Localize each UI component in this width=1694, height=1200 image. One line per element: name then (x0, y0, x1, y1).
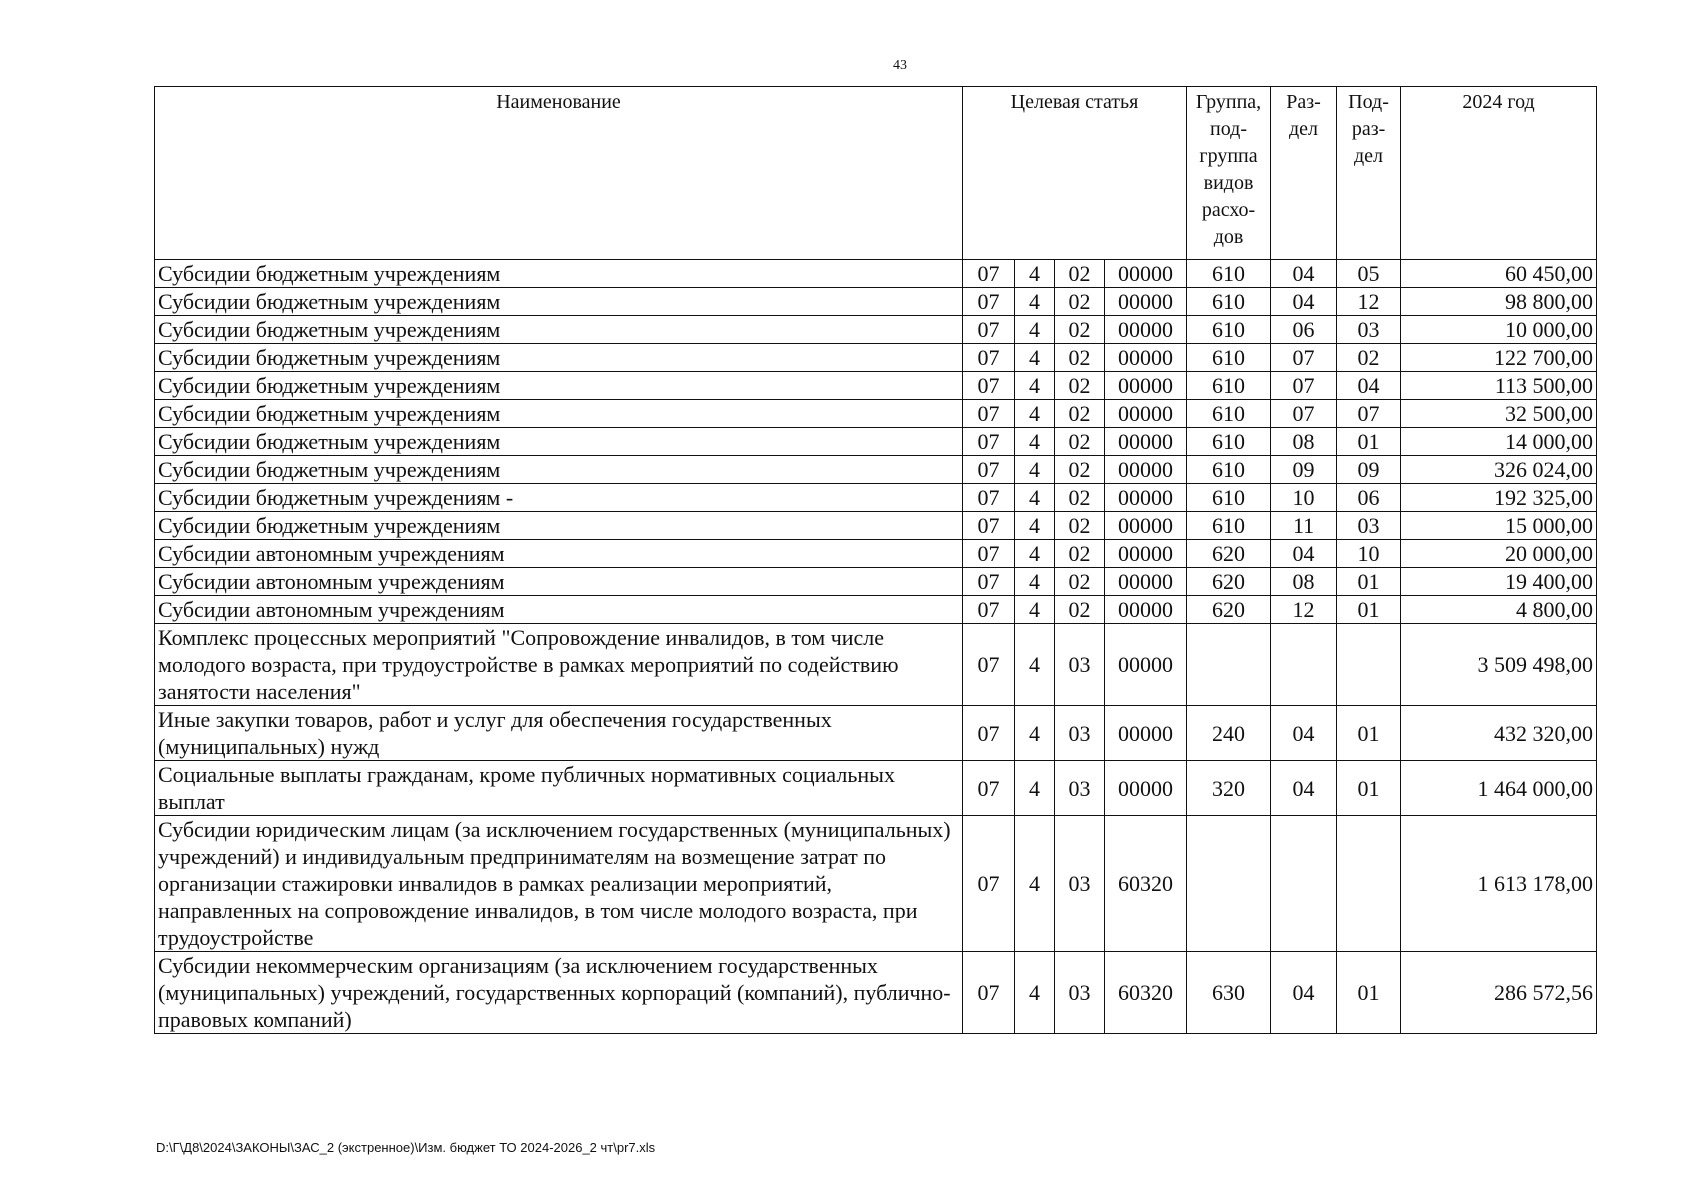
cell-target-program: 07 (963, 428, 1015, 456)
cell-subsection: 06 (1337, 484, 1401, 512)
cell-target-direction: 00000 (1105, 316, 1187, 344)
cell-target-program: 07 (963, 624, 1015, 706)
cell-target-program: 07 (963, 316, 1015, 344)
cell-subsection: 07 (1337, 400, 1401, 428)
table-row (155, 316, 1597, 344)
cell-amount: 1 613 178,00 (1401, 816, 1597, 952)
cell-target-direction: 00000 (1105, 456, 1187, 484)
cell-target-complex: 02 (1055, 316, 1105, 344)
cell-target-subprogram: 4 (1015, 344, 1055, 372)
cell-amount: 14 000,00 (1401, 428, 1597, 456)
cell-section: 08 (1271, 568, 1337, 596)
table-row (155, 952, 1597, 1034)
cell-amount: 4 800,00 (1401, 596, 1597, 624)
cell-target-complex: 02 (1055, 288, 1105, 316)
cell-target-direction: 00000 (1105, 624, 1187, 706)
cell-amount: 192 325,00 (1401, 484, 1597, 512)
cell-section (1271, 816, 1337, 952)
cell-target-subprogram: 4 (1015, 540, 1055, 568)
cell-target-complex: 02 (1055, 484, 1105, 512)
cell-section: 08 (1271, 428, 1337, 456)
cell-amount: 3 509 498,00 (1401, 624, 1597, 706)
cell-amount: 326 024,00 (1401, 456, 1597, 484)
cell-target-subprogram: 4 (1015, 456, 1055, 484)
cell-expense-group: 610 (1187, 288, 1271, 316)
cell-section: 07 (1271, 344, 1337, 372)
cell-subsection: 01 (1337, 428, 1401, 456)
table-row (155, 596, 1597, 624)
table-row (155, 761, 1597, 816)
cell-section: 06 (1271, 316, 1337, 344)
cell-section: 10 (1271, 484, 1337, 512)
table-row (155, 400, 1597, 428)
cell-expense-group: 240 (1187, 706, 1271, 761)
cell-name: Субсидии юридическим лицам (за исключением государственных (муниципальных) учреждений) и индивидуальным предпринимателям на возмещение затрат по организации стажировки инвалидов в рамках реализации мероприятий, направленных на сопровождение инвалидов, в том числе молодого возраста, при трудоустройстве (155, 816, 963, 952)
cell-target-complex: 02 (1055, 400, 1105, 428)
cell-target-direction: 00000 (1105, 568, 1187, 596)
cell-target-complex: 03 (1055, 952, 1105, 1034)
cell-target-complex: 02 (1055, 344, 1105, 372)
cell-name: Иные закупки товаров, работ и услуг для обеспечения государственных (муниципальных) нужд (155, 706, 963, 761)
cell-section: 04 (1271, 288, 1337, 316)
table-row (155, 540, 1597, 568)
table-row (155, 512, 1597, 540)
cell-amount: 10 000,00 (1401, 316, 1597, 344)
cell-name: Субсидии автономным учреждениям (155, 540, 963, 568)
cell-subsection: 05 (1337, 260, 1401, 288)
cell-target-program: 07 (963, 568, 1015, 596)
cell-name: Субсидии бюджетным учреждениям (155, 428, 963, 456)
cell-target-direction: 00000 (1105, 344, 1187, 372)
cell-target-direction: 00000 (1105, 706, 1187, 761)
cell-target-program: 07 (963, 260, 1015, 288)
table-row (155, 288, 1597, 316)
cell-target-program: 07 (963, 706, 1015, 761)
cell-subsection: 01 (1337, 761, 1401, 816)
cell-expense-group: 320 (1187, 761, 1271, 816)
cell-target-subprogram: 4 (1015, 260, 1055, 288)
cell-amount: 286 572,56 (1401, 952, 1597, 1034)
cell-target-direction: 00000 (1105, 372, 1187, 400)
cell-name: Субсидии бюджетным учреждениям - (155, 484, 963, 512)
cell-section: 07 (1271, 372, 1337, 400)
cell-target-program: 07 (963, 344, 1015, 372)
cell-target-program: 07 (963, 512, 1015, 540)
cell-target-direction: 00000 (1105, 761, 1187, 816)
cell-name: Субсидии бюджетным учреждениям (155, 288, 963, 316)
cell-expense-group: 620 (1187, 540, 1271, 568)
cell-target-subprogram: 4 (1015, 596, 1055, 624)
cell-name: Субсидии бюджетным учреждениям (155, 512, 963, 540)
cell-amount: 60 450,00 (1401, 260, 1597, 288)
table-body (155, 260, 1597, 1034)
cell-target-subprogram: 4 (1015, 484, 1055, 512)
cell-name: Субсидии бюджетным учреждениям (155, 372, 963, 400)
cell-target-subprogram: 4 (1015, 428, 1055, 456)
cell-subsection: 09 (1337, 456, 1401, 484)
cell-expense-group: 620 (1187, 596, 1271, 624)
cell-target-program: 07 (963, 372, 1015, 400)
cell-subsection: 12 (1337, 288, 1401, 316)
cell-amount: 15 000,00 (1401, 512, 1597, 540)
table-row (155, 816, 1597, 952)
cell-target-direction: 00000 (1105, 596, 1187, 624)
page-number: 43 (893, 58, 907, 73)
cell-section: 04 (1271, 952, 1337, 1034)
cell-amount: 1 464 000,00 (1401, 761, 1597, 816)
header-name: Наименование (155, 87, 963, 260)
cell-amount: 113 500,00 (1401, 372, 1597, 400)
cell-subsection: 03 (1337, 512, 1401, 540)
cell-target-complex: 03 (1055, 816, 1105, 952)
cell-target-complex: 02 (1055, 512, 1105, 540)
cell-expense-group: 610 (1187, 260, 1271, 288)
cell-target-direction: 00000 (1105, 540, 1187, 568)
cell-section (1271, 624, 1337, 706)
cell-amount: 98 800,00 (1401, 288, 1597, 316)
cell-subsection: 03 (1337, 316, 1401, 344)
cell-subsection: 01 (1337, 596, 1401, 624)
cell-section: 04 (1271, 706, 1337, 761)
cell-name: Субсидии автономным учреждениям (155, 568, 963, 596)
cell-amount: 122 700,00 (1401, 344, 1597, 372)
cell-name: Субсидии бюджетным учреждениям (155, 260, 963, 288)
cell-target-subprogram: 4 (1015, 568, 1055, 596)
cell-target-complex: 02 (1055, 540, 1105, 568)
cell-target-direction: 00000 (1105, 400, 1187, 428)
table-row (155, 624, 1597, 706)
cell-target-subprogram: 4 (1015, 624, 1055, 706)
cell-subsection: 01 (1337, 952, 1401, 1034)
cell-expense-group: 610 (1187, 400, 1271, 428)
file-path-footer: D:\Г\Д8\2024\ЗАКОНЫ\ЗАС_2 (экстренное)\Изм. бюджет ТО 2024-2026_2 чт\pr7.xls (156, 1140, 656, 1155)
cell-target-direction: 60320 (1105, 952, 1187, 1034)
cell-name: Комплекс процессных мероприятий "Сопровождение инвалидов, в том числе молодого возраста, при трудоустройстве в рамках мероприятий по содействию занятости населения" (155, 624, 963, 706)
table-row (155, 484, 1597, 512)
header-target-article: Целевая статья (963, 87, 1187, 260)
cell-section: 04 (1271, 540, 1337, 568)
table-row (155, 428, 1597, 456)
cell-expense-group: 610 (1187, 344, 1271, 372)
cell-expense-group: 610 (1187, 372, 1271, 400)
cell-subsection: 10 (1337, 540, 1401, 568)
cell-target-subprogram: 4 (1015, 816, 1055, 952)
cell-target-complex: 02 (1055, 456, 1105, 484)
header-section: Раз-дел (1271, 87, 1337, 260)
cell-section: 04 (1271, 260, 1337, 288)
cell-section: 11 (1271, 512, 1337, 540)
cell-target-direction: 00000 (1105, 428, 1187, 456)
cell-target-subprogram: 4 (1015, 288, 1055, 316)
cell-expense-group: 610 (1187, 484, 1271, 512)
cell-amount: 20 000,00 (1401, 540, 1597, 568)
cell-target-complex: 02 (1055, 372, 1105, 400)
cell-target-direction: 00000 (1105, 512, 1187, 540)
cell-target-complex: 03 (1055, 624, 1105, 706)
cell-target-subprogram: 4 (1015, 372, 1055, 400)
cell-target-direction: 60320 (1105, 816, 1187, 952)
cell-target-direction: 00000 (1105, 484, 1187, 512)
cell-target-complex: 03 (1055, 761, 1105, 816)
cell-subsection: 01 (1337, 568, 1401, 596)
cell-target-program: 07 (963, 761, 1015, 816)
cell-expense-group: 610 (1187, 512, 1271, 540)
cell-subsection (1337, 624, 1401, 706)
cell-target-subprogram: 4 (1015, 316, 1055, 344)
cell-target-program: 07 (963, 288, 1015, 316)
cell-target-subprogram: 4 (1015, 512, 1055, 540)
cell-section: 04 (1271, 761, 1337, 816)
cell-target-program: 07 (963, 952, 1015, 1034)
cell-target-subprogram: 4 (1015, 400, 1055, 428)
header-subsection: Под-раз-дел (1337, 87, 1401, 260)
cell-expense-group (1187, 624, 1271, 706)
cell-section: 07 (1271, 400, 1337, 428)
table-row (155, 706, 1597, 761)
cell-target-direction: 00000 (1105, 288, 1187, 316)
cell-target-program: 07 (963, 400, 1015, 428)
cell-target-program: 07 (963, 596, 1015, 624)
cell-expense-group: 610 (1187, 428, 1271, 456)
cell-target-subprogram: 4 (1015, 952, 1055, 1034)
cell-expense-group: 620 (1187, 568, 1271, 596)
cell-name: Субсидии бюджетным учреждениям (155, 316, 963, 344)
cell-subsection: 01 (1337, 706, 1401, 761)
cell-target-complex: 02 (1055, 260, 1105, 288)
header-group: Группа, под-группа видов расхо-дов (1187, 87, 1271, 260)
cell-subsection (1337, 816, 1401, 952)
table-row (155, 568, 1597, 596)
table-row (155, 372, 1597, 400)
cell-name: Субсидии бюджетным учреждениям (155, 456, 963, 484)
table-row (155, 260, 1597, 288)
cell-name: Субсидии некоммерческим организациям (за исключением государственных (муниципальных) учреждений, государственных корпораций (компаний), публично-правовых компаний) (155, 952, 963, 1034)
cell-expense-group (1187, 816, 1271, 952)
cell-target-complex: 03 (1055, 706, 1105, 761)
cell-target-program: 07 (963, 484, 1015, 512)
cell-target-complex: 02 (1055, 428, 1105, 456)
cell-expense-group: 610 (1187, 456, 1271, 484)
cell-target-subprogram: 4 (1015, 706, 1055, 761)
cell-name: Социальные выплаты гражданам, кроме публичных нормативных социальных выплат (155, 761, 963, 816)
cell-target-subprogram: 4 (1015, 761, 1055, 816)
cell-expense-group: 630 (1187, 952, 1271, 1034)
cell-section: 09 (1271, 456, 1337, 484)
cell-name: Субсидии бюджетным учреждениям (155, 344, 963, 372)
budget-table (154, 86, 1597, 1034)
cell-target-program: 07 (963, 816, 1015, 952)
cell-subsection: 02 (1337, 344, 1401, 372)
header-year: 2024 год (1401, 87, 1597, 260)
cell-amount: 32 500,00 (1401, 400, 1597, 428)
cell-section: 12 (1271, 596, 1337, 624)
table-header-row (155, 87, 1597, 260)
cell-name: Субсидии автономным учреждениям (155, 596, 963, 624)
cell-name: Субсидии бюджетным учреждениям (155, 400, 963, 428)
cell-amount: 432 320,00 (1401, 706, 1597, 761)
cell-subsection: 04 (1337, 372, 1401, 400)
cell-target-program: 07 (963, 540, 1015, 568)
cell-amount: 19 400,00 (1401, 568, 1597, 596)
cell-expense-group: 610 (1187, 316, 1271, 344)
cell-target-program: 07 (963, 456, 1015, 484)
cell-target-complex: 02 (1055, 568, 1105, 596)
cell-target-complex: 02 (1055, 596, 1105, 624)
table-row (155, 344, 1597, 372)
table-row (155, 456, 1597, 484)
cell-target-direction: 00000 (1105, 260, 1187, 288)
